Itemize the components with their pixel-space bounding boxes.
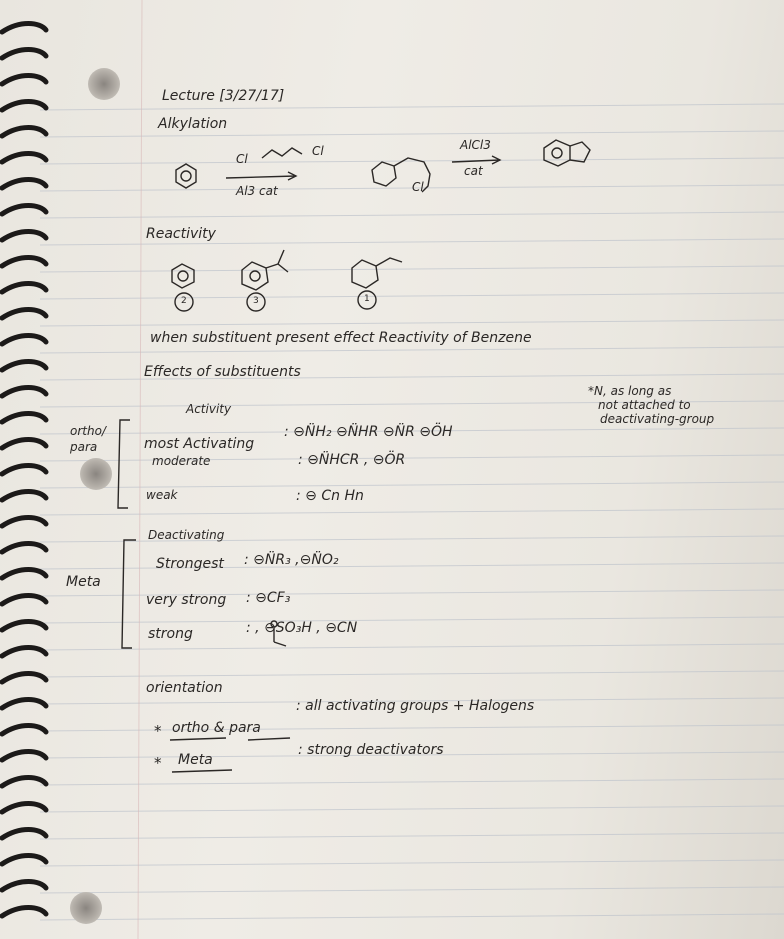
orientation-text-2: : strong deactivators <box>298 742 444 758</box>
topic-title: Alkylation <box>158 116 228 132</box>
strong-groups: : , ⊖SO₃H , ⊖CN <box>246 620 358 636</box>
strong-label: strong <box>148 626 193 642</box>
most-activating-label: most Activating <box>144 436 255 452</box>
orientation-text-1: : all activating groups + Halogens <box>296 698 535 714</box>
moderate-label: moderate <box>152 454 211 468</box>
orientation-label-2: Meta <box>178 752 213 768</box>
moderate-groups: : ⊖N̈HCR , ⊖ÖR <box>298 452 406 468</box>
effects-heading: Effects of substituents <box>144 364 301 380</box>
deactivating-heading: Deactivating <box>148 528 225 542</box>
orientation-bullet-2: * <box>154 754 162 772</box>
meta-side-label: Meta <box>66 574 101 590</box>
very-strong-label: very strong <box>146 592 227 608</box>
most-activating-groups: : ⊖N̈H₂ ⊖N̈HR ⊖N̈R ⊖ÖH <box>284 424 453 440</box>
activity-note-line-3: deactivating-group <box>600 412 715 426</box>
lecture-date: Lecture [3/27/17] <box>162 88 285 104</box>
orientation-heading: orientation <box>146 680 223 696</box>
strongest-groups: : ⊖N̈R₃ ,⊖N̈O₂ <box>244 552 339 568</box>
rank-ethylbenzene: 1 <box>364 294 370 304</box>
reagent-cl-left: Cl <box>236 152 248 166</box>
substituent-statement: when substituent present effect Reactivity of Benzene <box>150 330 532 346</box>
strongest-label: Strongest <box>156 556 224 572</box>
weak-label: weak <box>146 488 178 502</box>
very-strong-groups: : ⊖CF₃ <box>246 590 291 606</box>
cat-label: cat <box>464 164 483 178</box>
catalyst-label: Al3 cat <box>236 184 278 198</box>
orientation-bullet-1: * <box>154 722 162 740</box>
activity-note-line-1: *N, as long as <box>588 384 672 398</box>
ortho-para-label-line-2: para <box>70 440 98 454</box>
activity-note-line-2: not attached to <box>598 398 691 412</box>
reactivity-heading: Reactivity <box>146 226 216 242</box>
ortho-para-label-line-1: ortho/ <box>70 424 106 438</box>
alcl3-label: AlCl3 <box>460 138 491 152</box>
activity-heading: Activity <box>186 402 232 416</box>
rank-acetophenone: 3 <box>253 296 259 306</box>
reagent-cl-right: Cl <box>312 144 324 158</box>
intermediate-cl: Cl <box>412 180 424 194</box>
rank-benzene: 2 <box>181 296 187 306</box>
orientation-label-1: ortho & para <box>172 720 261 736</box>
weak-groups: : ⊖ Cn Hn <box>296 488 364 504</box>
